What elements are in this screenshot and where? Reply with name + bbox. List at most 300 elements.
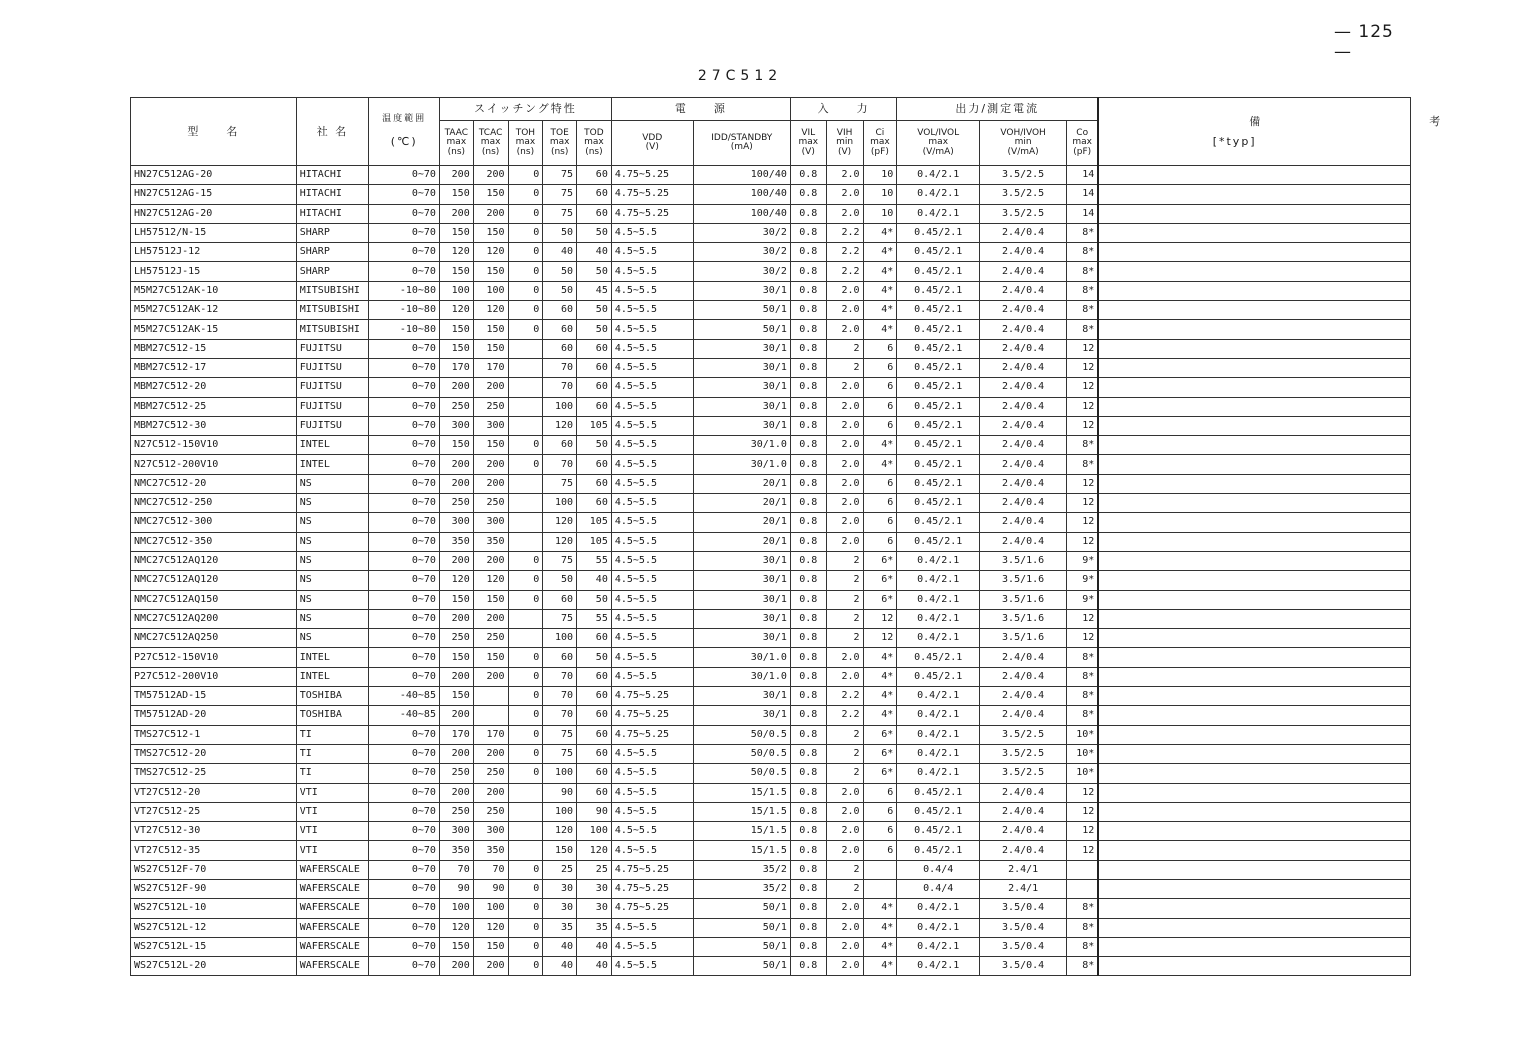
value-cell: 0.8	[790, 455, 826, 474]
value-cell: 2	[826, 551, 863, 570]
table-row	[131, 822, 1411, 841]
table-row	[131, 725, 1411, 744]
remark-cell	[1098, 474, 1410, 493]
value-cell: 0.45/2.1	[897, 436, 980, 455]
company-cell: SHARP	[296, 262, 369, 281]
value-cell: 12	[1067, 397, 1099, 416]
remark-cell	[1098, 513, 1410, 532]
table-row	[131, 397, 1411, 416]
value-cell: 12	[1067, 609, 1099, 628]
value-cell: 0.8	[790, 879, 826, 898]
value-cell	[1067, 879, 1099, 898]
value-cell: 100/40	[693, 185, 790, 204]
value-cell: 0	[508, 262, 543, 281]
model-cell: VT27C512-30	[131, 822, 297, 841]
table-row	[131, 744, 1411, 763]
header-col-vdd: VDD (V)	[611, 121, 693, 166]
value-cell: 2.4/0.4	[980, 532, 1067, 551]
value-cell: 0.4/2.1	[897, 706, 980, 725]
remark-cell	[1098, 281, 1410, 300]
remark-cell	[1098, 262, 1410, 281]
value-cell: 0.45/2.1	[897, 320, 980, 339]
value-cell: 30	[577, 879, 612, 898]
remark-cell	[1098, 397, 1410, 416]
table-row	[131, 551, 1411, 570]
value-cell: 12	[1067, 822, 1099, 841]
value-cell: 2.0	[826, 899, 863, 918]
value-cell: 2.0	[826, 494, 863, 513]
company-cell: TI	[296, 744, 369, 763]
value-cell: 70	[543, 455, 577, 474]
value-cell: 0.45/2.1	[897, 648, 980, 667]
header-group-power: 電 源	[611, 98, 790, 121]
value-cell: 0~70	[369, 455, 440, 474]
value-cell: 100	[543, 494, 577, 513]
value-cell: 50	[577, 320, 612, 339]
value-cell: 150	[473, 937, 508, 956]
value-cell: 12	[1067, 629, 1099, 648]
value-cell: 70	[543, 667, 577, 686]
value-cell: 0.8	[790, 436, 826, 455]
value-cell: 6*	[863, 725, 897, 744]
value-cell: 0.8	[790, 204, 826, 223]
value-cell: 30/1	[693, 571, 790, 590]
value-cell: 50	[577, 590, 612, 609]
value-cell: 200	[439, 474, 473, 493]
remark-cell	[1098, 822, 1410, 841]
value-cell: 200	[473, 667, 508, 686]
table-row	[131, 648, 1411, 667]
value-cell: 60	[577, 204, 612, 223]
table-row	[131, 957, 1411, 976]
value-cell: 6*	[863, 764, 897, 783]
table-row	[131, 629, 1411, 648]
value-cell: 0	[508, 166, 543, 185]
value-cell: 75	[543, 609, 577, 628]
value-cell: 14	[1067, 185, 1099, 204]
remark-cell	[1098, 899, 1410, 918]
model-cell: M5M27C512AK-12	[131, 301, 297, 320]
value-cell	[508, 532, 543, 551]
value-cell: 100	[439, 281, 473, 300]
value-cell: 3.5/2.5	[980, 764, 1067, 783]
header-group-switching: スイッチング特性	[439, 98, 611, 121]
remark-cell	[1098, 339, 1410, 358]
value-cell: 250	[439, 629, 473, 648]
value-cell: 4.5~5.5	[611, 802, 693, 821]
value-cell: 0	[508, 571, 543, 590]
value-cell: 50/1	[693, 320, 790, 339]
header-col-toh: TOH max (ns)	[508, 121, 543, 166]
value-cell: 0~70	[369, 764, 440, 783]
remark-cell	[1098, 706, 1410, 725]
value-cell: 14	[1067, 166, 1099, 185]
remark-cell	[1098, 494, 1410, 513]
model-cell: TMS27C512-25	[131, 764, 297, 783]
model-cell: LH57512/N-15	[131, 223, 297, 242]
value-cell: 4.5~5.5	[611, 378, 693, 397]
value-cell: 100	[543, 397, 577, 416]
value-cell: 35	[577, 918, 612, 937]
value-cell: 2.4/0.4	[980, 243, 1067, 262]
value-cell: 4.5~5.5	[611, 918, 693, 937]
value-cell: -10~80	[369, 281, 440, 300]
value-cell: 8*	[1067, 648, 1099, 667]
table-row	[131, 436, 1411, 455]
value-cell: 2.0	[826, 783, 863, 802]
value-cell: 0~70	[369, 822, 440, 841]
value-cell: 0~70	[369, 841, 440, 860]
value-cell: 300	[473, 416, 508, 435]
value-cell: 4.5~5.5	[611, 513, 693, 532]
value-cell: 0	[508, 860, 543, 879]
model-cell: MBM27C512-30	[131, 416, 297, 435]
remark-cell	[1098, 879, 1410, 898]
value-cell: 12	[863, 629, 897, 648]
value-cell: 0.8	[790, 822, 826, 841]
value-cell: 200	[473, 378, 508, 397]
company-cell: NS	[296, 590, 369, 609]
table-row	[131, 764, 1411, 783]
model-cell: NMC27C512AQ250	[131, 629, 297, 648]
value-cell: 0~70	[369, 937, 440, 956]
value-cell: 250	[473, 802, 508, 821]
value-cell: 8*	[1067, 281, 1099, 300]
value-cell: 150	[473, 320, 508, 339]
value-cell: 70	[543, 687, 577, 706]
value-cell: 4.75~5.25	[611, 899, 693, 918]
value-cell: 6	[863, 397, 897, 416]
value-cell: 0	[508, 764, 543, 783]
value-cell: 2.4/0.4	[980, 494, 1067, 513]
header-group-input: 入 力	[790, 98, 896, 121]
value-cell: -40~85	[369, 706, 440, 725]
value-cell: 4.5~5.5	[611, 629, 693, 648]
value-cell: 15/1.5	[693, 802, 790, 821]
value-cell	[508, 629, 543, 648]
value-cell: 90	[577, 802, 612, 821]
value-cell: 8*	[1067, 687, 1099, 706]
value-cell: 8*	[1067, 262, 1099, 281]
value-cell: 4.5~5.5	[611, 551, 693, 570]
value-cell: 350	[439, 532, 473, 551]
table-row	[131, 185, 1411, 204]
value-cell: 0.4/2.1	[897, 918, 980, 937]
value-cell: 0.8	[790, 629, 826, 648]
value-cell	[508, 841, 543, 860]
value-cell: -40~85	[369, 687, 440, 706]
value-cell: 4.5~5.5	[611, 841, 693, 860]
company-cell: TI	[296, 725, 369, 744]
value-cell: 0.8	[790, 262, 826, 281]
company-cell: WAFERSCALE	[296, 899, 369, 918]
value-cell: 3.5/0.4	[980, 918, 1067, 937]
value-cell: 0.4/4	[897, 879, 980, 898]
table-row	[131, 706, 1411, 725]
value-cell: 30/1	[693, 397, 790, 416]
remark-cell	[1098, 609, 1410, 628]
value-cell: 4.5~5.5	[611, 301, 693, 320]
remark-cell	[1098, 204, 1410, 223]
value-cell: 12	[863, 609, 897, 628]
table-row	[131, 262, 1411, 281]
value-cell: 30/2	[693, 223, 790, 242]
value-cell: 0.45/2.1	[897, 339, 980, 358]
value-cell: 2	[826, 860, 863, 879]
value-cell: 12	[1067, 783, 1099, 802]
value-cell: 200	[473, 551, 508, 570]
value-cell: 300	[439, 822, 473, 841]
value-cell: 2.0	[826, 455, 863, 474]
value-cell: 2.4/0.4	[980, 436, 1067, 455]
value-cell: 50	[577, 223, 612, 242]
value-cell: 0~70	[369, 358, 440, 377]
value-cell: 10*	[1067, 744, 1099, 763]
value-cell: 3.5/1.6	[980, 609, 1067, 628]
value-cell: 55	[577, 551, 612, 570]
value-cell: 2.4/0.4	[980, 339, 1067, 358]
value-cell: 35/2	[693, 879, 790, 898]
table-row	[131, 223, 1411, 242]
value-cell: 2.0	[826, 320, 863, 339]
value-cell: 0~70	[369, 397, 440, 416]
value-cell: 4.5~5.5	[611, 320, 693, 339]
value-cell: 0	[508, 590, 543, 609]
value-cell: 60	[577, 397, 612, 416]
value-cell: 0.4/2.1	[897, 764, 980, 783]
value-cell: 6*	[863, 571, 897, 590]
value-cell: 2	[826, 609, 863, 628]
table-row	[131, 783, 1411, 802]
model-cell: NMC27C512-350	[131, 532, 297, 551]
company-cell: INTEL	[296, 436, 369, 455]
value-cell: 200	[473, 609, 508, 628]
model-cell: NMC27C512AQ200	[131, 609, 297, 628]
value-cell: 100	[473, 899, 508, 918]
remark-cell	[1098, 455, 1410, 474]
value-cell: 2.4/0.4	[980, 667, 1067, 686]
model-cell: TM57512AD-15	[131, 687, 297, 706]
company-cell: MITSUBISHI	[296, 301, 369, 320]
value-cell: 0~70	[369, 262, 440, 281]
value-cell: 2	[826, 358, 863, 377]
value-cell: 0~70	[369, 339, 440, 358]
company-cell: HITACHI	[296, 185, 369, 204]
value-cell: 200	[473, 204, 508, 223]
value-cell: 4.5~5.5	[611, 764, 693, 783]
value-cell: 40	[577, 957, 612, 976]
value-cell: 30/1.0	[693, 455, 790, 474]
remark-cell	[1098, 358, 1410, 377]
value-cell: 0~70	[369, 513, 440, 532]
value-cell: 30/1	[693, 378, 790, 397]
value-cell: 0~70	[369, 957, 440, 976]
model-cell: MBM27C512-25	[131, 397, 297, 416]
remark-cell	[1098, 667, 1410, 686]
value-cell: 35	[543, 918, 577, 937]
value-cell: 2.2	[826, 687, 863, 706]
value-cell: 4*	[863, 301, 897, 320]
value-cell: 0~70	[369, 204, 440, 223]
value-cell: 0.4/2.1	[897, 899, 980, 918]
company-cell: INTEL	[296, 455, 369, 474]
value-cell: 50	[577, 262, 612, 281]
value-cell: 150	[439, 436, 473, 455]
value-cell: 120	[543, 532, 577, 551]
value-cell	[508, 339, 543, 358]
value-cell: 30/1.0	[693, 648, 790, 667]
company-cell: FUJITSU	[296, 378, 369, 397]
value-cell: 300	[439, 416, 473, 435]
value-cell: 100	[543, 629, 577, 648]
value-cell: 4.75~5.25	[611, 204, 693, 223]
value-cell: 0	[508, 687, 543, 706]
value-cell	[508, 783, 543, 802]
value-cell: 0.8	[790, 648, 826, 667]
value-cell: 300	[473, 513, 508, 532]
value-cell: 150	[439, 590, 473, 609]
value-cell: 0	[508, 301, 543, 320]
value-cell: 2.4/0.4	[980, 841, 1067, 860]
value-cell: 0.4/2.1	[897, 937, 980, 956]
value-cell: 30/1.0	[693, 436, 790, 455]
value-cell: 40	[577, 571, 612, 590]
value-cell: 2.0	[826, 918, 863, 937]
value-cell: 200	[439, 957, 473, 976]
value-cell: 100	[473, 281, 508, 300]
value-cell: 14	[1067, 204, 1099, 223]
value-cell: 4*	[863, 243, 897, 262]
value-cell: 60	[577, 687, 612, 706]
header-col-tcac: TCAC max (ns)	[473, 121, 508, 166]
remark-cell	[1098, 918, 1410, 937]
value-cell: 120	[439, 918, 473, 937]
value-cell: 6	[863, 783, 897, 802]
value-cell: 6	[863, 378, 897, 397]
value-cell: 0.8	[790, 185, 826, 204]
value-cell: 60	[577, 667, 612, 686]
value-cell: 2	[826, 339, 863, 358]
value-cell: 90	[473, 879, 508, 898]
value-cell: 40	[577, 243, 612, 262]
value-cell: 2.4/0.4	[980, 281, 1067, 300]
value-cell: 2.4/0.4	[980, 320, 1067, 339]
value-cell: 0.8	[790, 243, 826, 262]
value-cell: 150	[439, 339, 473, 358]
value-cell: 0.8	[790, 532, 826, 551]
value-cell: 30/1.0	[693, 667, 790, 686]
value-cell: 150	[439, 320, 473, 339]
value-cell: 2.0	[826, 474, 863, 493]
value-cell: 0~70	[369, 551, 440, 570]
value-cell: 6	[863, 532, 897, 551]
value-cell: 2.4/0.4	[980, 687, 1067, 706]
value-cell: 4.5~5.5	[611, 281, 693, 300]
value-cell: 3.5/2.5	[980, 166, 1067, 185]
value-cell: 0	[508, 899, 543, 918]
value-cell: 250	[473, 629, 508, 648]
value-cell: 8*	[1067, 223, 1099, 242]
value-cell: 0	[508, 937, 543, 956]
value-cell: 2.0	[826, 513, 863, 532]
model-cell: M5M27C512AK-15	[131, 320, 297, 339]
company-cell: WAFERSCALE	[296, 879, 369, 898]
value-cell: 90	[439, 879, 473, 898]
company-cell: INTEL	[296, 648, 369, 667]
value-cell: 0.4/2.1	[897, 204, 980, 223]
value-cell: 2.0	[826, 957, 863, 976]
value-cell: 4.5~5.5	[611, 783, 693, 802]
value-cell: 75	[543, 725, 577, 744]
model-cell: HN27C512AG-20	[131, 166, 297, 185]
table-row	[131, 320, 1411, 339]
value-cell: 0	[508, 204, 543, 223]
value-cell: 8*	[1067, 320, 1099, 339]
value-cell: 200	[473, 455, 508, 474]
value-cell: 60	[577, 339, 612, 358]
value-cell: 0.4/2.1	[897, 166, 980, 185]
value-cell: 50	[577, 436, 612, 455]
value-cell: 0.4/2.1	[897, 590, 980, 609]
value-cell: 150	[473, 436, 508, 455]
value-cell: 12	[1067, 339, 1099, 358]
value-cell	[473, 687, 508, 706]
value-cell: 0.45/2.1	[897, 416, 980, 435]
value-cell: 0.4/2.1	[897, 725, 980, 744]
value-cell: 12	[1067, 378, 1099, 397]
table-row	[131, 860, 1411, 879]
value-cell: 3.5/2.5	[980, 725, 1067, 744]
value-cell: 120	[543, 513, 577, 532]
remark-cell	[1098, 725, 1410, 744]
value-cell: 2.4/0.4	[980, 416, 1067, 435]
value-cell: 200	[473, 783, 508, 802]
value-cell: 40	[577, 937, 612, 956]
remark-cell	[1098, 243, 1410, 262]
value-cell: 4.5~5.5	[611, 822, 693, 841]
value-cell: 75	[543, 166, 577, 185]
value-cell: 0~70	[369, 494, 440, 513]
value-cell: 150	[473, 590, 508, 609]
remark-cell	[1098, 416, 1410, 435]
value-cell: 30/1	[693, 551, 790, 570]
value-cell: 8*	[1067, 918, 1099, 937]
value-cell: 250	[439, 397, 473, 416]
value-cell: 2.0	[826, 841, 863, 860]
remark-cell	[1098, 571, 1410, 590]
value-cell: 200	[439, 706, 473, 725]
value-cell: 6	[863, 802, 897, 821]
value-cell	[863, 860, 897, 879]
value-cell: 0~70	[369, 609, 440, 628]
value-cell: 120	[543, 822, 577, 841]
value-cell: 0	[508, 455, 543, 474]
value-cell: 4*	[863, 320, 897, 339]
value-cell: 4*	[863, 918, 897, 937]
table-header	[131, 98, 1443, 166]
value-cell: 60	[577, 629, 612, 648]
company-cell: NS	[296, 474, 369, 493]
model-cell: TMS27C512-1	[131, 725, 297, 744]
value-cell: 0.45/2.1	[897, 243, 980, 262]
value-cell: 350	[473, 841, 508, 860]
value-cell: 50/1	[693, 899, 790, 918]
value-cell: 200	[439, 204, 473, 223]
value-cell: 50	[543, 223, 577, 242]
value-cell: 0	[508, 725, 543, 744]
value-cell: 3.5/2.5	[980, 185, 1067, 204]
header-col-vih: VIH min (V)	[826, 121, 863, 166]
